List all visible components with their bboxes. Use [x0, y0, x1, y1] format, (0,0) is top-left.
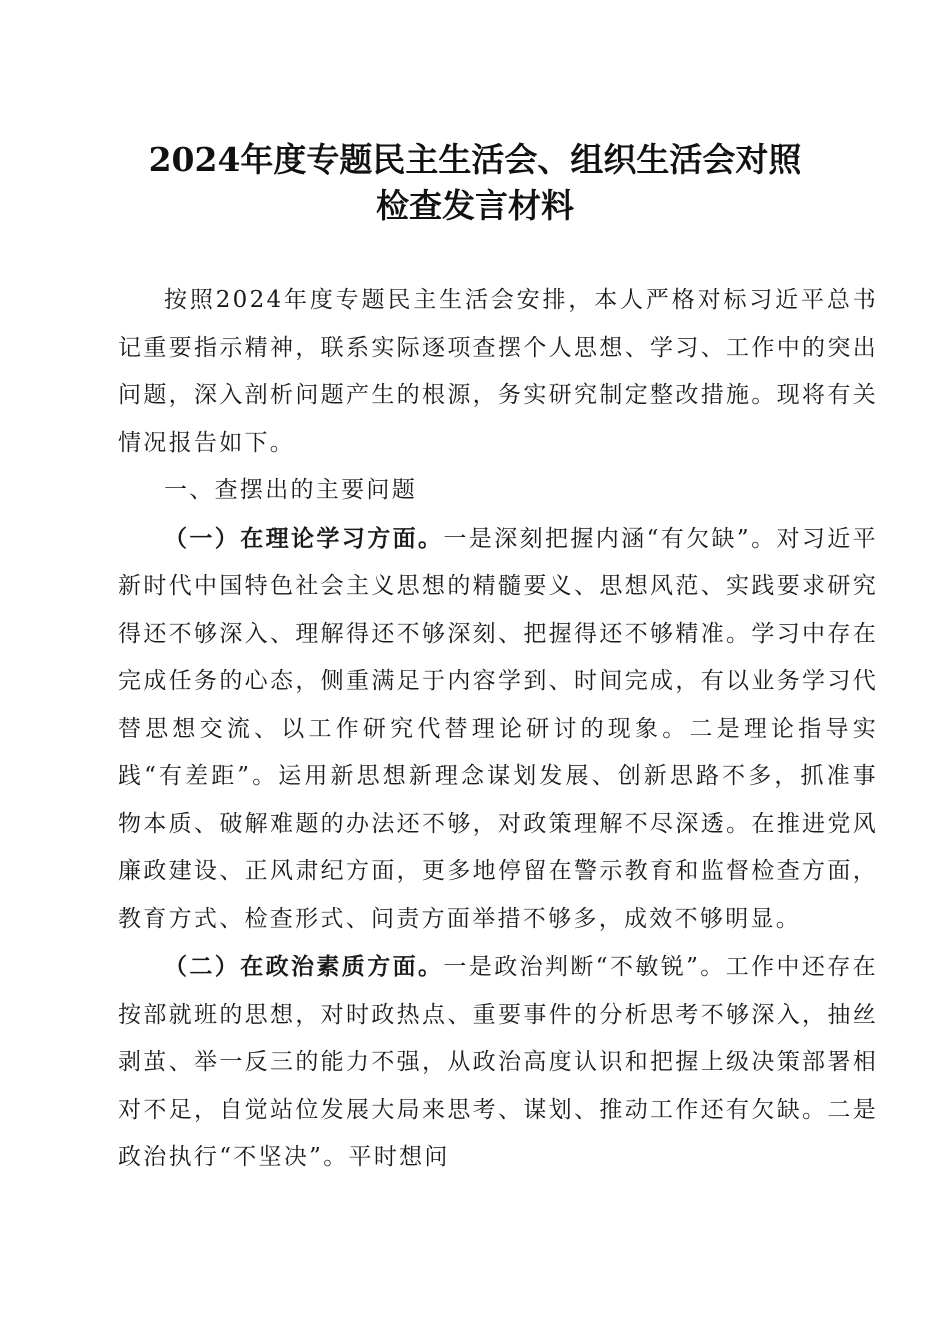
subsection-heading: （一）在理论学习方面。 — [164, 524, 444, 552]
section-heading: 一、查摆出的主要问题 — [164, 477, 417, 503]
subsection-heading: （二）在政治素质方面。 — [164, 953, 444, 980]
document-title-line-2: 检查发言材料 — [376, 186, 574, 225]
document-body — [118, 277, 878, 1182]
paragraph-text: 一是深刻把握内涵“有欠缺”。对习近平新时代中国特色社会主义思想的精髓要义、思想风范、实践要求研究得还不够深入、理解得还不够深刻、把握得还不够精准。学习中存在完成任务的心态，侧重满足于内容学到、时间完成，有以业务学习代替思想交流、以工作研究代替理论研讨的现象。二是理论指导实践“有差距”。运用新思想新理念谋划发展、创新思路不多，抓准事物本质、破解难题的办法还不够，对政策理解不尽深透。在推进党风廉政建设、正风肃纪方面，更多地停留在警示教育和监督检查方面，教育方式、检查形式、问责方面举措不够多，成效不够明显。 — [118, 525, 878, 932]
intro-paragraph: 按照2024年度专题民主生活会安排，本人严格对标习近平总书记重要指示精神，联系实际逐项查摆个人思想、学习、工作中的突出问题，深入剖析问题产生的根源，务实研究制定整改措施。现将有关情况报告如下。 — [118, 287, 878, 456]
paragraph-text: 一是政治判断“不敏锐”。工作中还存在按部就班的思想，对时政热点、重要事件的分析思考不够深入，抽丝剥茧、举一反三的能力不强，从政治高度认识和把握上级决策部署相对不足，自觉站位发展大局来思考、谋划、推动工作还有欠缺。二是政治执行“不坚决”。平时想问 — [118, 954, 878, 1170]
document-title-line-1: 2024年度专题民主生活会、组织生活会对照 — [148, 140, 802, 179]
paragraph-political-quality — [118, 943, 878, 1182]
paragraph-theory-study — [118, 515, 878, 944]
